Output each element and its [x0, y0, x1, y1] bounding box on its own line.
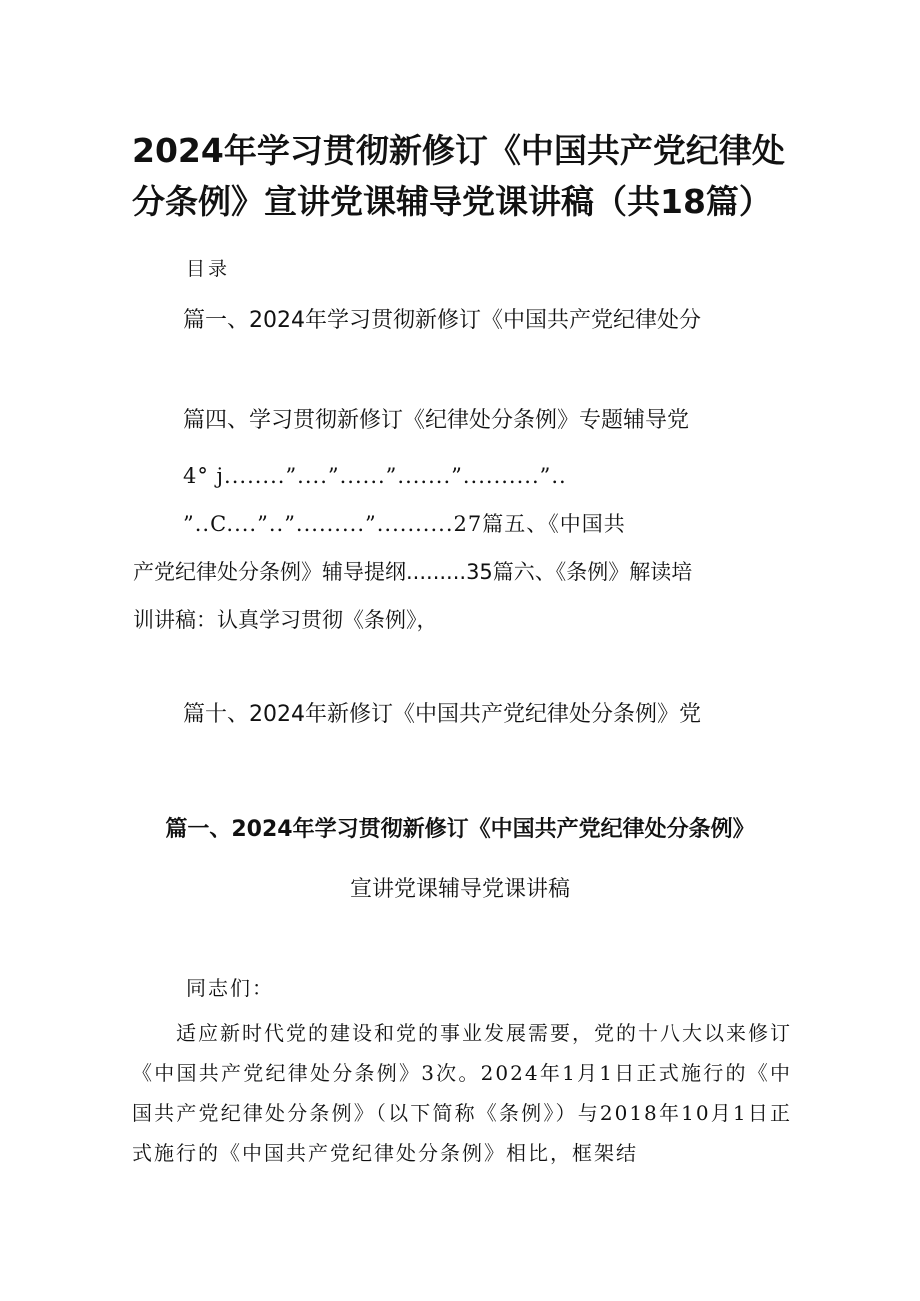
section-heading-line-1: 篇一、2024年学习贯彻新修订《中国共产党纪律处分条例》 — [165, 817, 755, 842]
toc-entry-10: 篇十、2024年新修订《中国共产党纪律处分条例》党 — [183, 702, 701, 727]
body-paragraph: 适应新时代党的建设和党的事业发展需要，党的十八大以来修订《中国共产党纪律处分条例》3次。2024年1月1日正式施行的《中国共产党纪律处分条例》（以下简称《条例》）与2018年10月1日正式施行的《中国共产党纪律处分条例》相比，框架结 — [132, 1021, 792, 1165]
toc-entry-1: 篇一、2024年学习贯彻新修订《中国共产党纪律处分 — [183, 308, 701, 333]
toc-garbled-line-2: ”..C....”..”.........”..........27篇五、《中国共 — [183, 512, 626, 536]
toc-entry-4: 篇四、学习贯彻新修订《纪律处分条例》专题辅导党 — [183, 408, 690, 433]
toc-garbled-line-1: 4° j........”....”......”.......”..........”.. — [183, 464, 567, 488]
toc-label: 目录 — [186, 258, 231, 280]
section-heading-line-2: 宣讲党课辅导党课讲稿 — [349, 877, 570, 902]
toc-line-4: 训讲稿：认真学习贯彻《条例》， — [133, 608, 438, 632]
salutation: 同志们： — [186, 976, 274, 1000]
toc-line-3: 产党纪律处分条例》辅导提纲.........35篇六、《条例》解读培 — [133, 560, 693, 584]
document-title: 2024年学习贯彻新修订《中国共产党纪律处分条例》宣讲党课辅导党课讲稿（共18篇） — [132, 131, 785, 221]
toc-block — [133, 452, 795, 644]
